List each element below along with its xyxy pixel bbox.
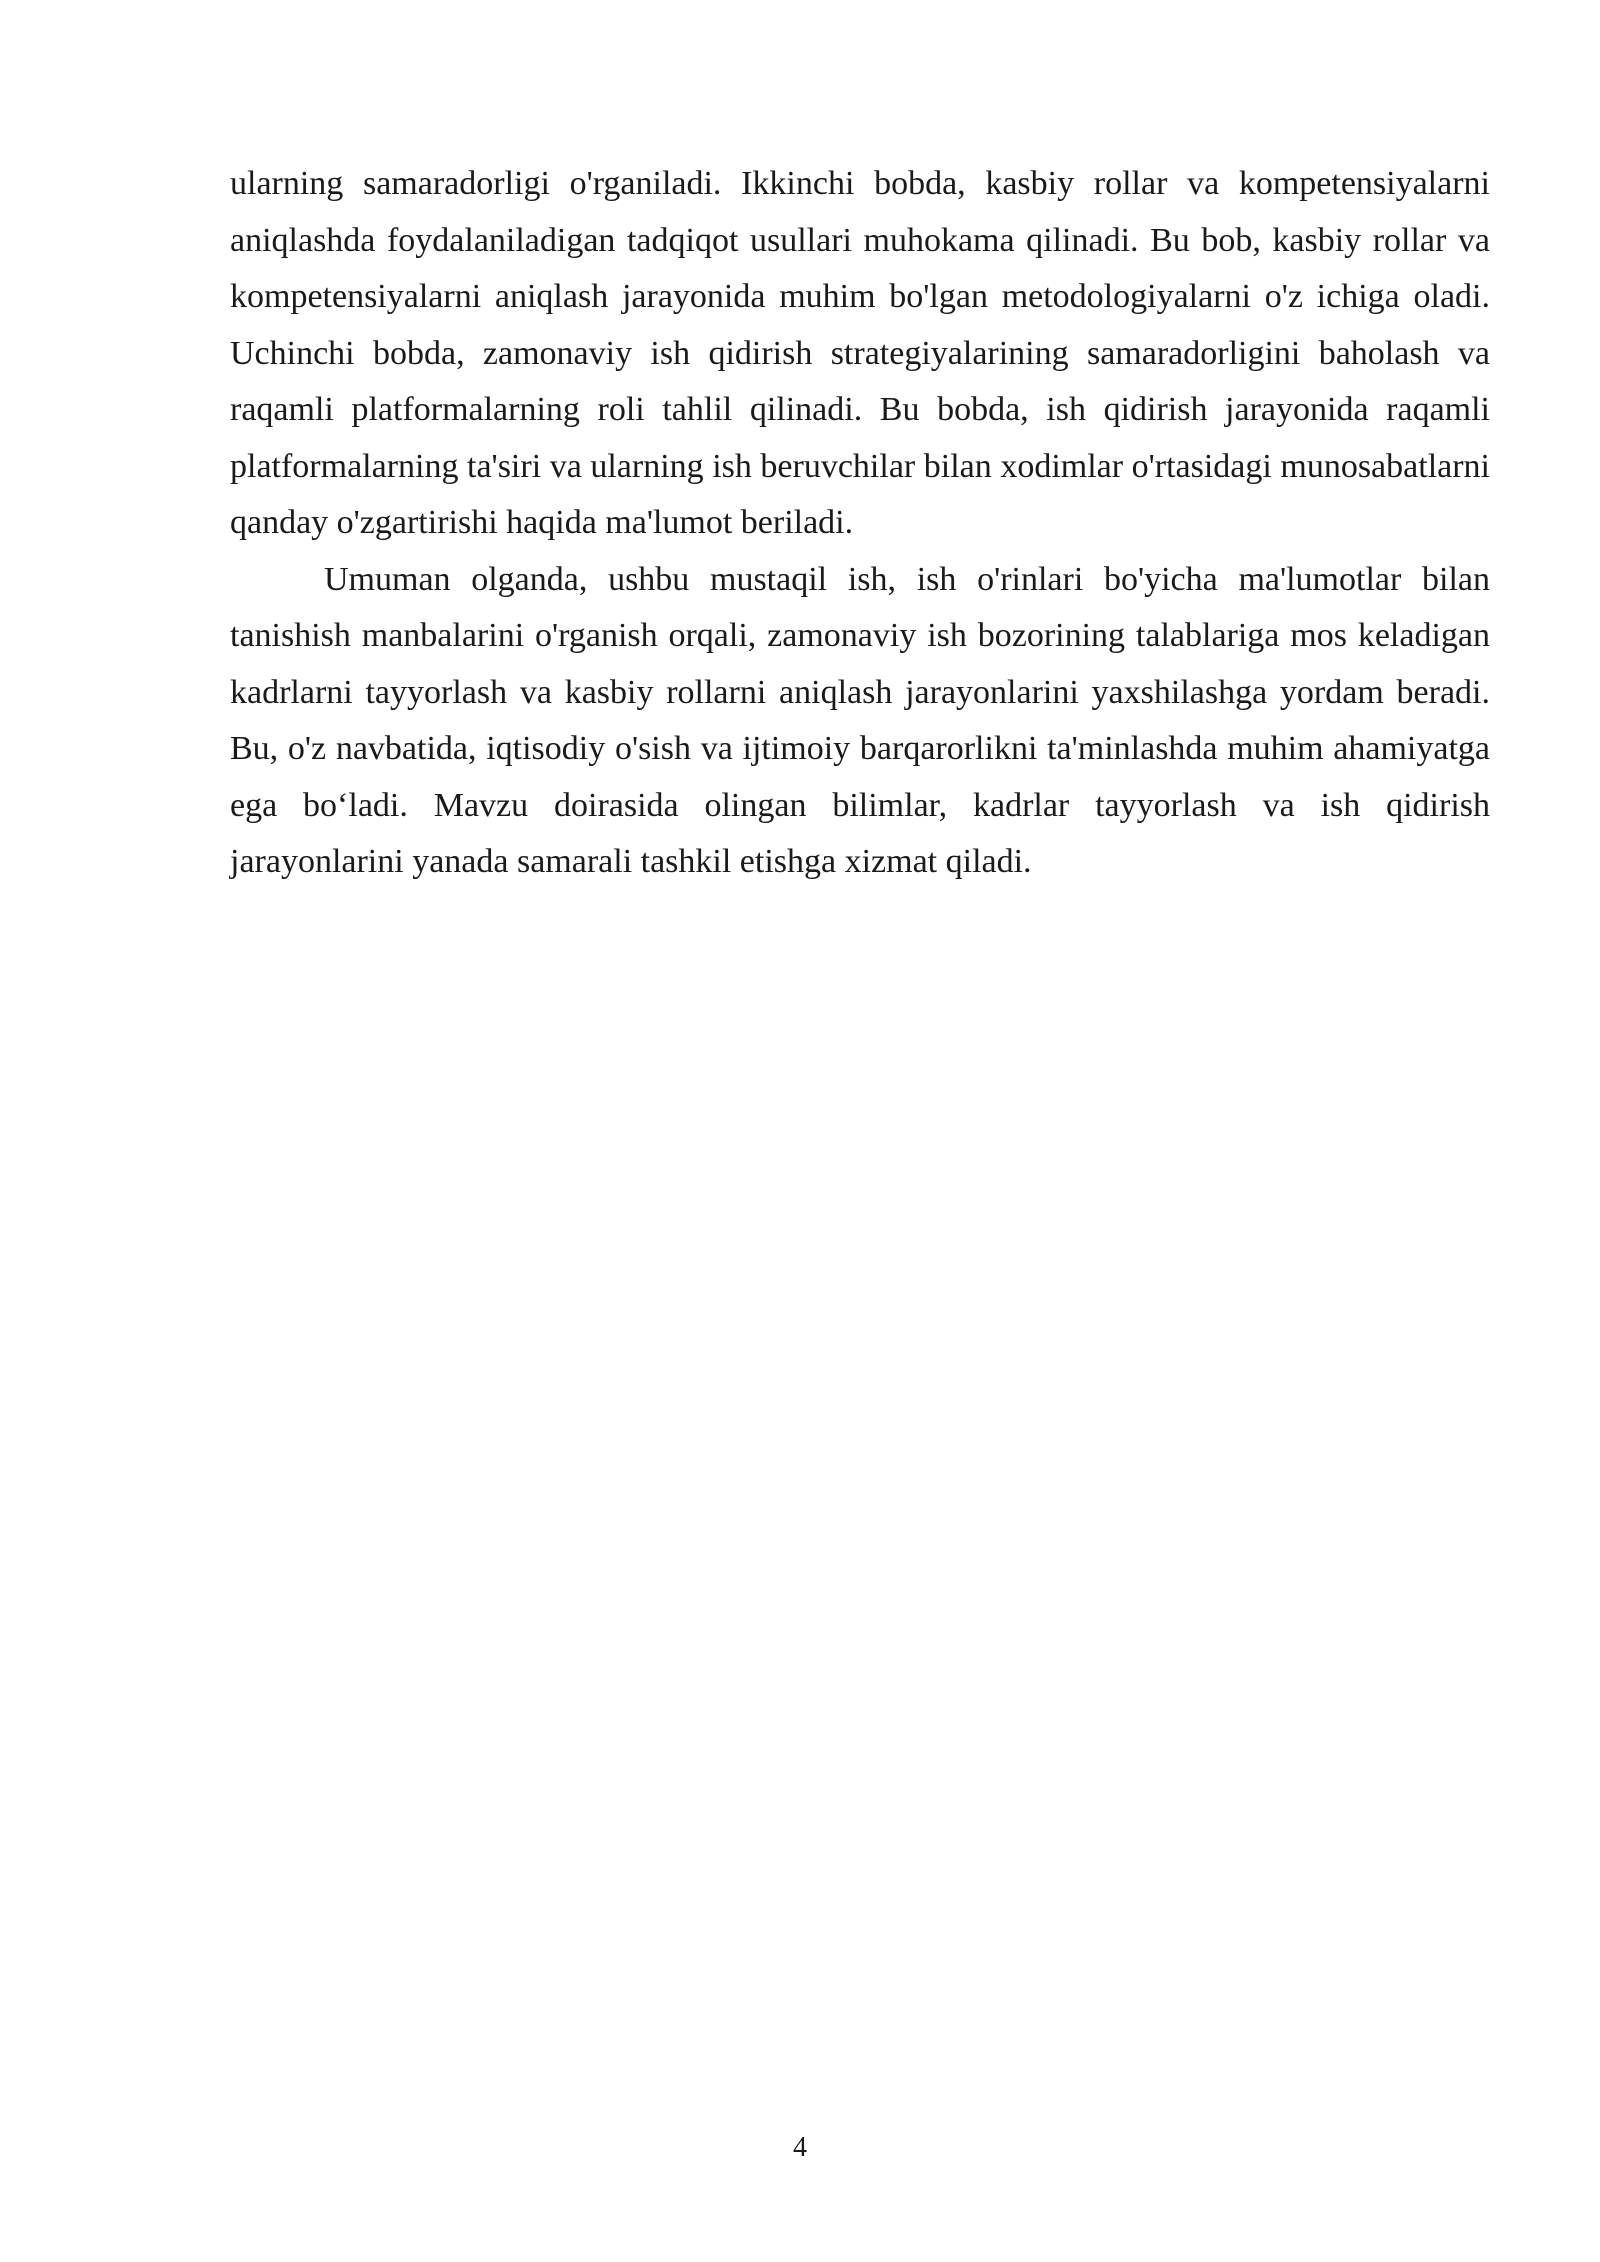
page-number: 4 (793, 2132, 807, 2163)
paragraph-continuation: ularning samaradorligi o'rganiladi. Ikkinchi bobda, kasbiy rollar va kompetensiyalarni aniqlashda foydalaniladigan tadqiqot usullari muhokama qilinadi. Bu bob, kasbiy rollar va kompetensiyalarni aniqlash jarayonida muhim bo'lgan metodologiyalarni o'z ichiga oladi. Uchinchi bobda, zamonaviy ish qidirish strategiyalarining samaradorligini baholash va raqamli platformalarning roli tahlil qilinadi. Bu bobda, ish qidirish jarayonida raqamli platformalarning ta'siri va ularning ish beruvchilar bilan xodimlar o'rtasidagi munosabatlarni qanday o'zgartirishi haqida ma'lumot beriladi. (230, 165, 1490, 541)
paragraph-conclusion: Umuman olganda, ushbu mustaqil ish, ish o'rinlari bo'yicha ma'lumotlar bilan tanishish manbalarini o'rganish orqali, zamonaviy ish bozorining talablariga mos keladigan kadrlarni tayyorlash va kasbiy rollarni aniqlash jarayonlarini yaxshilashga yordam beradi. Bu, o'z navbatida, iqtisodiy o'sish va ijtimoiy barqarorlikni ta'minlashda muhim ahamiyatga ega bo‘ladi. Mavzu doirasida olingan bilimlar, kadrlar tayyorlash va ish qidirish jarayonlarini yanada samarali tashkil etishga xizmat qiladi. (230, 560, 1490, 880)
document-body (230, 156, 1490, 891)
